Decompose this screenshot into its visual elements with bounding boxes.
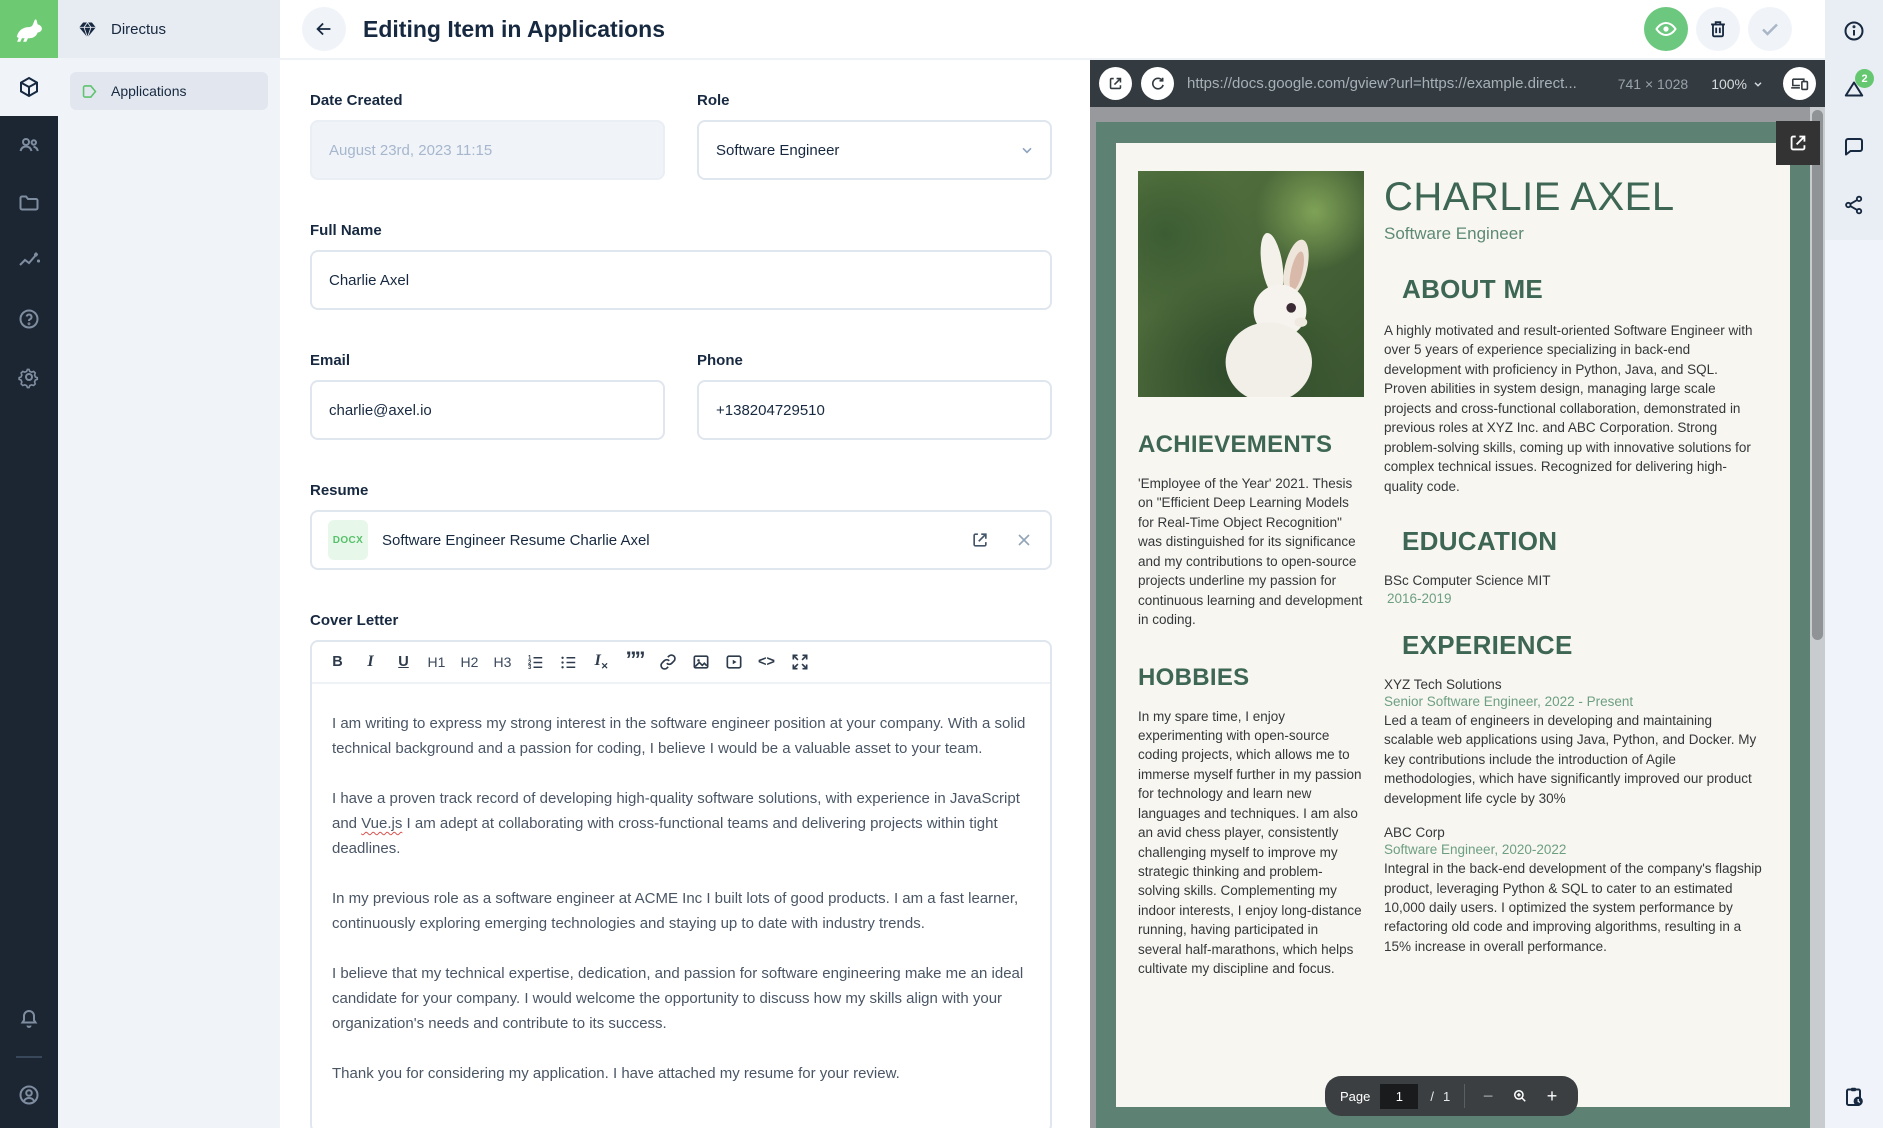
activity-button[interactable] xyxy=(1825,1068,1883,1126)
page-title: Editing Item in Applications xyxy=(363,15,665,42)
editor-toolbar xyxy=(312,642,1050,684)
field-resume xyxy=(310,482,1052,570)
italic-button[interactable]: I xyxy=(367,653,374,670)
education-heading: EDUCATION xyxy=(1402,525,1558,556)
gear-icon xyxy=(17,365,41,389)
responsive-toggle-button[interactable] xyxy=(1783,67,1816,100)
module-account[interactable] xyxy=(0,1066,58,1124)
module-notifications[interactable] xyxy=(0,990,58,1048)
h3-button[interactable]: H3 xyxy=(493,654,512,670)
clear-format-icon: $I_✕$ xyxy=(594,651,609,672)
folder-icon xyxy=(17,191,41,215)
zoom-button[interactable] xyxy=(1509,1084,1531,1108)
svg-text:1: 1 xyxy=(527,655,532,662)
page-total: 1 xyxy=(1443,1088,1451,1104)
applicant-name: CHARLIE AXEL xyxy=(1384,175,1675,219)
trash-icon xyxy=(1707,18,1729,40)
scrollbar-thumb[interactable] xyxy=(1812,110,1823,640)
people-icon xyxy=(17,133,41,157)
delete-button[interactable] xyxy=(1696,7,1740,51)
job-role: Senior Software Engineer, 2022 - Present xyxy=(1384,693,1634,709)
field-full-name xyxy=(310,222,1052,310)
about-me-heading: ABOUT ME xyxy=(1402,274,1544,304)
preview-toolbar xyxy=(1090,60,1825,107)
bullet-list-icon xyxy=(559,653,578,672)
preview-dimensions: 741 × 1028 xyxy=(1617,75,1689,92)
module-bar-divider xyxy=(16,1056,42,1058)
refresh-button[interactable] xyxy=(1141,67,1174,100)
field-role xyxy=(697,92,1052,180)
hobbies-text: In my spare time, I enjoy experimenting with open-source coding projects, which allows me to immerse myself further in my passion for technology and learn new languages and techniques. I am also an avid chess player, consistently challenging myself to improve my strategic thinking and problem-solving skills. Complementing my indoor interests, I enjoy long-distance running, having participated in several half-marathons, which helps cultivate my discipline and focus. xyxy=(1138,708,1362,977)
achievements-text: 'Employee of the Year' 2021. Thesis on "Efficient Deep Learning Models for Real-Time Object Recognition" was distinguished for its significance and my contributions to open-source projects underline my passion for continuous learning and development in coding. xyxy=(1138,476,1363,628)
insert-image-button[interactable] xyxy=(685,647,716,677)
email-label: Email xyxy=(310,352,351,369)
header-actions xyxy=(1644,7,1792,51)
code-button[interactable]: <> xyxy=(758,654,775,670)
resume-right-column xyxy=(1384,177,1764,973)
pdf-page-controls xyxy=(1325,1076,1578,1116)
full-name-label: Full Name xyxy=(310,222,382,239)
hobbies-heading: HOBBIES xyxy=(1138,663,1250,691)
page-number-input[interactable] xyxy=(1380,1084,1418,1109)
email-input[interactable] xyxy=(310,380,665,440)
navigation-sidebar xyxy=(58,0,280,1128)
cover-letter-paragraph: I am writing to express my strong interest in the software engineer position at your company. With a solid technical background and a passion for coding, I believe I would be a valuable asset to your team. xyxy=(332,715,1026,757)
applicant-title: Software Engineer xyxy=(1384,224,1524,243)
box-icon xyxy=(17,75,41,99)
chevron-down-icon xyxy=(1752,78,1764,90)
preview-scrollbar[interactable] xyxy=(1810,107,1825,1128)
resume-document xyxy=(1116,143,1790,1107)
role-label: Role xyxy=(697,92,730,109)
experience-entry xyxy=(1384,825,1764,956)
role-select[interactable] xyxy=(697,120,1052,180)
preview-viewport xyxy=(1090,107,1825,1128)
applicant-photo xyxy=(1138,171,1364,397)
rich-text-editor xyxy=(310,640,1052,1128)
cover-letter-text[interactable] xyxy=(312,684,1050,1128)
underline-button[interactable]: U xyxy=(398,654,409,670)
achievements-heading: ACHIEVEMENTS xyxy=(1138,431,1333,458)
comment-icon xyxy=(1842,135,1866,159)
popout-document-button[interactable] xyxy=(1776,121,1820,165)
date-created-input xyxy=(310,120,665,180)
docx-badge: DOCX xyxy=(328,520,368,560)
tag-icon xyxy=(80,82,99,101)
cover-letter-paragraph: In my previous role as a software engineer at ACME Inc I built lots of good products. I am a fast learner, continuously exploring emerging technologies and staying up to date with industry trends. xyxy=(332,890,1019,932)
cover-letter-label: Cover Letter xyxy=(310,612,399,629)
help-icon xyxy=(17,307,41,331)
insights-icon xyxy=(17,249,41,273)
svg-text:3: 3 xyxy=(527,664,532,671)
zoom-in-button[interactable]: + xyxy=(1546,1085,1558,1106)
link-button[interactable] xyxy=(652,647,683,677)
resume-left-column xyxy=(1138,171,1364,979)
module-users[interactable] xyxy=(0,116,58,174)
cover-letter-paragraph: I believe that my technical expertise, dedication, and passion for software engineering make me an ideal candidate for your company. I would welcome the opportunity to discuss how my skills align with your organization's needs and contribute to its success. xyxy=(332,965,1024,1032)
module-help[interactable] xyxy=(0,290,58,348)
magnifier-plus-icon xyxy=(1511,1087,1529,1105)
revisions-badge: 2 xyxy=(1855,69,1874,88)
video-icon xyxy=(724,652,744,672)
blockquote-button[interactable] xyxy=(619,647,650,677)
open-in-new-icon xyxy=(1787,132,1809,154)
module-settings[interactable] xyxy=(0,348,58,406)
link-icon xyxy=(658,652,678,672)
cover-letter-paragraph: I have a proven track record of developing high-quality software solutions, with experience in JavaScript and Vue.js I am adept at collaborating with cross-functional teams and delivering projects within tight deadlines. xyxy=(332,790,1020,857)
job-company: ABC Corp xyxy=(1384,825,1445,841)
main-header xyxy=(280,0,1836,60)
date-created-label: Date Created xyxy=(310,92,403,109)
job-description: Integral in the back-end development of the company's flagship product, leveraging Python & SQL to cater to an estimated 10,000 daily users. I optimized the system performance by refactoring old code and improving algorithms, resulting in a 15% increase in overall performance. xyxy=(1384,861,1762,954)
directus-logo[interactable] xyxy=(0,0,58,58)
open-file-button[interactable] xyxy=(970,530,990,550)
job-role: Software Engineer, 2020-2022 xyxy=(1384,842,1567,858)
ordered-list-button[interactable] xyxy=(520,647,551,677)
job-company: XYZ Tech Solutions xyxy=(1384,676,1502,692)
bell-icon xyxy=(17,1007,41,1031)
account-icon xyxy=(17,1083,41,1107)
field-cover-letter xyxy=(310,612,1052,1128)
save-button[interactable] xyxy=(1748,7,1792,51)
full-name-input[interactable] xyxy=(310,250,1052,310)
svg-text:2: 2 xyxy=(527,659,532,666)
remove-file-button[interactable] xyxy=(1014,530,1034,550)
back-button[interactable] xyxy=(302,7,346,51)
info-icon xyxy=(1842,19,1866,43)
page-separator: / xyxy=(1430,1088,1434,1104)
project-header[interactable] xyxy=(58,0,280,58)
module-files[interactable] xyxy=(0,174,58,232)
arrow-left-icon xyxy=(313,18,335,40)
live-preview-button[interactable] xyxy=(1644,7,1688,51)
revisions-button[interactable] xyxy=(1825,60,1883,118)
resume-document-frame xyxy=(1096,122,1810,1128)
field-phone xyxy=(697,352,1052,440)
item-edit-form xyxy=(280,60,1090,1128)
image-icon xyxy=(691,652,711,672)
comments-button[interactable] xyxy=(1825,118,1883,176)
eye-icon xyxy=(1654,17,1678,41)
project-name: Directus xyxy=(111,20,167,38)
h2-button[interactable]: H2 xyxy=(460,654,479,670)
share-icon xyxy=(1843,194,1865,216)
refresh-icon xyxy=(1149,75,1167,93)
resume-file-chip[interactable] xyxy=(310,510,1052,570)
fullscreen-icon xyxy=(790,652,810,672)
sidebar-item-label: Applications xyxy=(111,83,187,99)
bold-button[interactable]: B xyxy=(332,654,343,670)
spellcheck-word: Vue.js xyxy=(361,815,403,832)
right-sidebar xyxy=(1825,0,1883,1128)
resume-file-name: Software Engineer Resume Charlie Axel xyxy=(382,531,650,549)
job-description: Led a team of engineers in developing and maintaining scalable web applications using Java, Python, and Docker. My key contributions include the introduction of Agile methodologies, which have significantly improved our product development life cycle by 30% xyxy=(1384,712,1757,806)
zoom-select[interactable]: 100% xyxy=(1711,76,1764,92)
field-date-created xyxy=(310,92,665,180)
clipboard-clock-icon xyxy=(1842,1085,1866,1109)
module-content[interactable] xyxy=(0,58,58,116)
page-label: Page xyxy=(1340,1088,1371,1104)
share-button[interactable] xyxy=(1825,176,1883,234)
quote-icon: ”” xyxy=(625,647,644,672)
h1-button[interactable]: H1 xyxy=(427,654,446,670)
preview-url[interactable]: https://docs.google.com/gview?url=https://example.direct... xyxy=(1187,75,1577,92)
about-me-text: A highly motivated and result-oriented Software Engineer with over 5 years of experience specializing in back-end development with proficiency in Python, Java, and SQL. Proven abilities in system design, managing large scale projects and cross-functional collaboration, demonstrated in previous roles at XYZ Inc. and ABC Corporation. Strong problem-solving skills, coming up with innovative solutions for complex technical issues. Recognized for delivering high-quality code. xyxy=(1384,323,1753,494)
cover-letter-paragraph: Thank you for considering my application. I have attached my resume for your review. xyxy=(332,1065,900,1082)
gem-icon xyxy=(77,19,98,40)
check-icon xyxy=(1758,17,1782,41)
sidebar-item-applications[interactable] xyxy=(70,72,268,110)
open-in-new-icon xyxy=(1107,75,1124,92)
bullet-list-button[interactable] xyxy=(553,647,584,677)
ordered-list-icon xyxy=(526,653,545,672)
phone-label: Phone xyxy=(697,352,743,369)
experience-entry xyxy=(1384,677,1764,808)
clear-format-button[interactable] xyxy=(586,647,617,677)
module-bar xyxy=(0,0,58,1128)
resume-label: Resume xyxy=(310,482,369,499)
fullscreen-button[interactable] xyxy=(784,647,815,677)
page-controls-divider xyxy=(1464,1084,1465,1108)
rabbit-icon xyxy=(12,12,46,46)
devices-icon xyxy=(1790,74,1809,93)
experience-heading: EXPERIENCE xyxy=(1402,629,1573,660)
education-years: 2016-2019 xyxy=(1387,590,1452,606)
module-insights[interactable] xyxy=(0,232,58,290)
insert-video-button[interactable] xyxy=(718,647,749,677)
open-in-new-tab-button[interactable] xyxy=(1099,67,1132,100)
field-email xyxy=(310,352,665,440)
right-sidebar-tabs xyxy=(1825,0,1883,240)
item-info-button[interactable] xyxy=(1825,2,1883,60)
live-preview-panel xyxy=(1090,60,1825,1128)
zoom-out-button[interactable]: − xyxy=(1482,1085,1494,1106)
education-degree: BSc Computer Science MIT xyxy=(1384,572,1551,588)
phone-input[interactable] xyxy=(697,380,1052,440)
